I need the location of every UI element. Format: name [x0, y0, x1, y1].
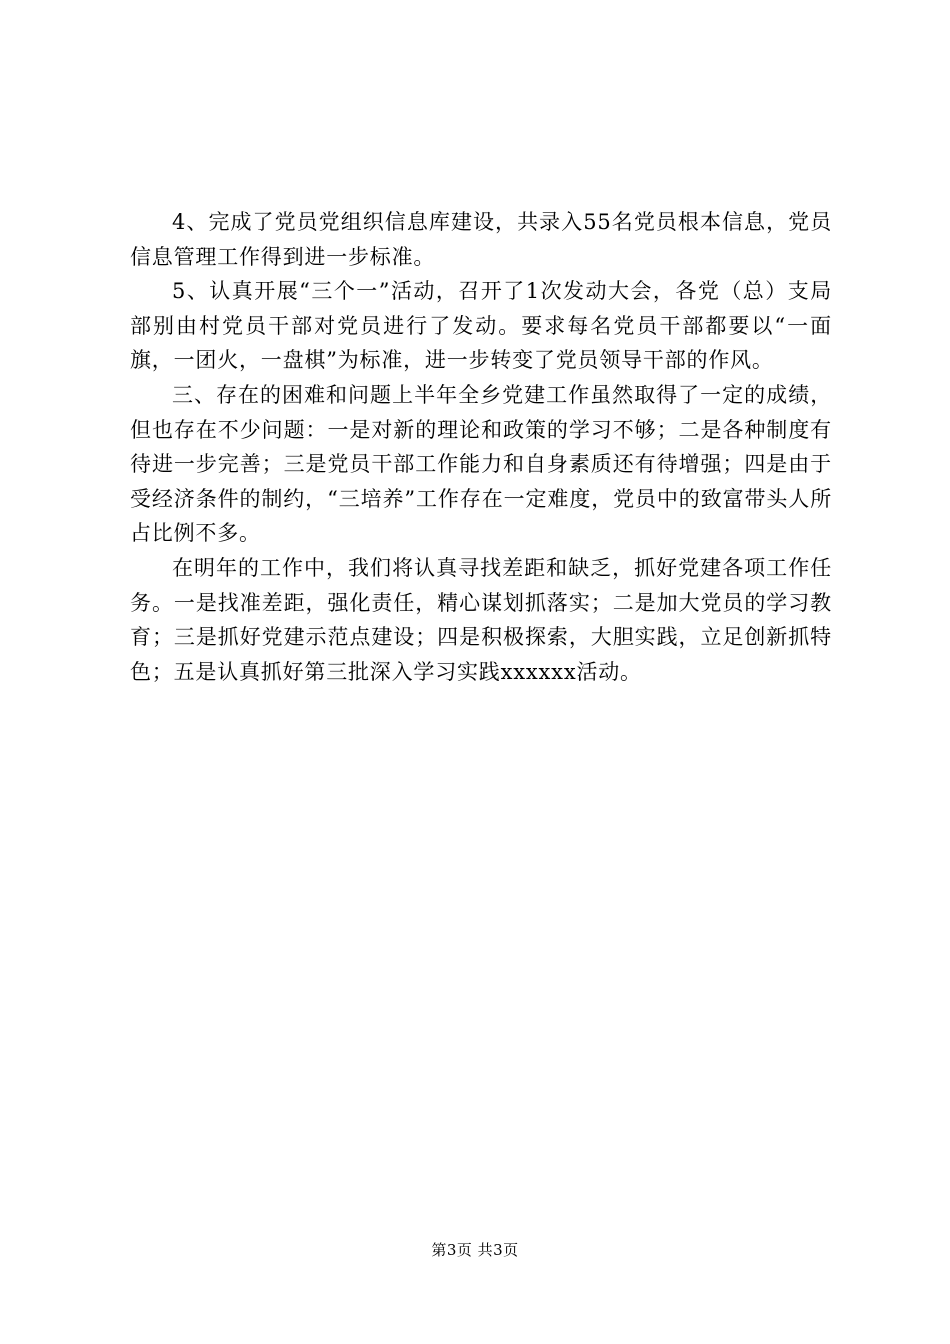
page-footer: 第3页 共3页 [431, 1241, 519, 1259]
paragraph-item-4: 4、完成了党员党组织信息库建设，共录入55名党员根本信息，党员信息管理工作得到进一步标准。 [130, 210, 832, 269]
document-body [130, 205, 832, 689]
paragraph-next-year-plan: 在明年的工作中，我们将认真寻找差距和缺乏，抓好党建各项工作任务。一是找准差距，强化责任，精心谋划抓落实；二是加大党员的学习教育；三是抓好党建示范点建设；四是积极探索，大胆实践，立足创新抓特色；五是认真抓好第三批深入学习实践xxxxxx活动。 [130, 555, 832, 684]
paragraph-problems: 三、存在的困难和问题上半年全乡党建工作虽然取得了一定的成绩，但也存在不少问题：一是对新的理论和政策的学习不够；二是各种制度有待进一步完善；三是党员干部工作能力和自身素质还有待增强；四是由于受经济条件的制约，“三培养”工作存在一定难度，党员中的致富带头人所占比例不多。 [130, 382, 832, 546]
paragraph-item-5: 5、认真开展“三个一”活动，召开了1次发动大会，各党（总）支局部别由村党员干部对党员进行了发动。要求每名党员干部都要以“一面旗，一团火，一盘棋”为标准，进一步转变了党员领导干部的作风。 [130, 279, 832, 373]
